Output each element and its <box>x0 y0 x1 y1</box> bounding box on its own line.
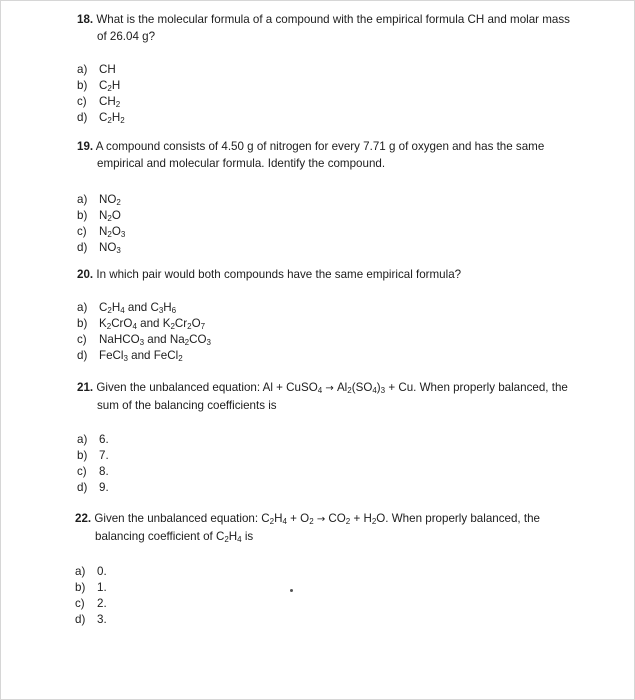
question-number: 22. <box>75 512 92 525</box>
option-letter: c) <box>77 95 87 108</box>
question-20-text <box>77 266 597 283</box>
option-letter: d) <box>77 111 88 124</box>
formula-part: N <box>99 225 108 238</box>
formula-subscript: 2 <box>347 386 352 395</box>
option[interactable] <box>75 564 575 580</box>
option-text: 8. <box>99 465 109 478</box>
option[interactable] <box>77 464 592 480</box>
formula-subscript: 2 <box>107 214 112 223</box>
formula-subscript: 2 <box>107 116 112 125</box>
options-20 <box>77 300 597 364</box>
formula-subscript: 2 <box>116 198 121 207</box>
question-body: What is the molecular formula of a compound with the empirical formula CH and molar mass of 26.04 g? <box>93 13 570 43</box>
question-21 <box>77 379 592 496</box>
option[interactable] <box>77 192 577 208</box>
formula-subscript: 3 <box>120 230 126 239</box>
option-letter: a) <box>77 63 88 76</box>
formula-part: NaHCO <box>99 333 140 346</box>
formula-part: + H <box>350 512 372 525</box>
option[interactable] <box>77 224 577 240</box>
question-body: Given the unbalanced equation: C <box>91 512 270 525</box>
option-text: 3. <box>97 613 107 626</box>
question-19-text <box>77 138 577 172</box>
formula-subscript: 3 <box>380 386 386 395</box>
formula-subscript: 4 <box>120 306 125 315</box>
option-letter: d) <box>77 349 88 362</box>
formula-subscript: 2 <box>371 517 377 526</box>
option[interactable] <box>77 480 592 496</box>
formula-part: (SO <box>351 381 373 394</box>
option-letter: d) <box>75 613 86 626</box>
option-text: 0. <box>97 565 107 578</box>
option-letter: a) <box>77 301 88 314</box>
option[interactable] <box>77 300 597 316</box>
formula-part: Al <box>336 381 348 394</box>
formula-subscript: 4 <box>282 517 287 526</box>
formula-subscript: 4 <box>237 535 242 544</box>
formula-subscript: 2 <box>178 354 183 363</box>
question-body: Given the unbalanced equation: Al + CuSO <box>93 381 318 394</box>
options-18 <box>77 62 577 126</box>
stray-mark <box>290 589 293 592</box>
formula-part: C <box>99 79 108 92</box>
option[interactable] <box>75 596 575 612</box>
formula-subscript: 4 <box>372 386 377 395</box>
option[interactable] <box>77 62 577 78</box>
formula-subscript: 2 <box>107 230 112 239</box>
question-21-text <box>77 379 592 414</box>
option[interactable] <box>75 580 575 596</box>
formula-subscript: 2 <box>106 322 112 331</box>
formula-part: and K <box>136 317 171 330</box>
option-letter: c) <box>75 597 85 610</box>
formula-part: H <box>111 79 121 92</box>
option-letter: c) <box>77 333 87 346</box>
reaction-arrow: → <box>322 383 337 394</box>
option[interactable] <box>77 208 577 224</box>
option-letter: b) <box>77 209 88 222</box>
formula-subscript: 3 <box>116 246 121 255</box>
formula-part: H <box>111 301 121 314</box>
question-number: 21. <box>77 381 94 394</box>
formula-subscript: 3 <box>139 338 145 347</box>
question-number: 19. <box>77 140 94 153</box>
question-body: In which pair would both compounds have the same empirical formula? <box>93 268 462 281</box>
option[interactable] <box>77 332 597 348</box>
question-19 <box>77 138 577 256</box>
option[interactable] <box>77 240 577 256</box>
formula-part: H <box>274 512 283 525</box>
formula-subscript: 4 <box>132 322 137 331</box>
formula-part: Cr <box>174 317 188 330</box>
formula-subscript: 2 <box>345 517 351 526</box>
option-letter: b) <box>75 581 86 594</box>
formula-subscript: 4 <box>317 386 323 395</box>
formula-part: O <box>111 209 121 222</box>
formula-part: NO <box>99 241 117 254</box>
option-letter: a) <box>75 565 86 578</box>
option-letter: b) <box>77 317 88 330</box>
formula-part: CrO <box>111 317 133 330</box>
options-22 <box>75 564 575 628</box>
option-text: 7. <box>99 449 109 462</box>
question-20 <box>77 266 597 364</box>
option-letter: c) <box>77 225 87 238</box>
formula-part: and Na <box>144 333 185 346</box>
option-text: CH <box>99 63 116 76</box>
option-letter: b) <box>77 79 88 92</box>
formula-part: FeCl <box>99 349 124 362</box>
formula-subscript: 2 <box>107 84 112 93</box>
option-letter: c) <box>77 465 87 478</box>
options-21 <box>77 432 592 496</box>
formula-subscript: 2 <box>187 322 192 331</box>
formula-part: H <box>228 530 238 543</box>
option-letter: b) <box>77 449 88 462</box>
formula-part: CH <box>99 95 116 108</box>
question-body: A compound consists of 4.50 g of nitrogen for every 7.71 g of oxygen and has the same empirical and molecular formula. Identify the compound. <box>93 140 545 170</box>
formula-part: CO <box>189 333 207 346</box>
formula-part: O <box>191 317 201 330</box>
option[interactable] <box>77 78 577 94</box>
formula-part: H <box>163 301 172 314</box>
option[interactable] <box>77 432 592 448</box>
formula-part: O <box>111 225 121 238</box>
option-letter: a) <box>77 433 88 446</box>
formula-subscript: 2 <box>269 517 275 526</box>
option[interactable] <box>77 110 577 126</box>
question-22-text <box>75 510 575 545</box>
formula-part: and C <box>124 301 159 314</box>
options-19 <box>77 192 577 256</box>
question-body: O. When properly balanced, the balancing coefficient of C <box>95 512 540 543</box>
question-body: is <box>241 530 254 543</box>
reaction-arrow: → <box>313 514 329 525</box>
option-letter: d) <box>77 481 88 494</box>
option[interactable] <box>77 316 597 332</box>
formula-subscript: 7 <box>200 322 206 331</box>
formula-part: K <box>99 317 107 330</box>
formula-subscript: 3 <box>123 354 128 363</box>
formula-subscript: 2 <box>170 322 175 331</box>
formula-part: + O <box>286 512 310 525</box>
option-text: 1. <box>97 581 107 594</box>
formula-subscript: 6 <box>171 306 177 315</box>
question-body: + Cu. When properly balanced, the sum of the balancing coefficients is <box>97 381 568 412</box>
formula-subscript: 2 <box>184 338 190 347</box>
formula-part: C <box>99 111 108 124</box>
formula-subscript: 2 <box>224 535 229 544</box>
formula-part: ) <box>376 381 381 394</box>
option-text: 6. <box>99 433 109 446</box>
formula-part: N <box>99 209 108 222</box>
formula-part: NO <box>99 193 117 206</box>
option-text: 2. <box>97 597 107 610</box>
formula-part: H <box>111 111 121 124</box>
formula-subscript: 3 <box>206 338 211 347</box>
formula-part: CO <box>328 512 346 525</box>
option-letter: a) <box>77 193 88 206</box>
question-18 <box>77 11 577 126</box>
option[interactable] <box>75 612 575 628</box>
question-18-text <box>77 11 577 45</box>
formula-subscript: 2 <box>309 517 314 526</box>
formula-part: and FeCl <box>127 349 179 362</box>
option[interactable] <box>77 94 577 110</box>
question-number: 20. <box>77 268 94 281</box>
question-number: 18. <box>77 13 94 26</box>
option[interactable] <box>77 448 592 464</box>
option[interactable] <box>77 348 597 364</box>
option-text: 9. <box>99 481 109 494</box>
formula-subscript: 2 <box>115 100 121 109</box>
formula-subscript: 2 <box>120 116 125 125</box>
option-letter: d) <box>77 241 88 254</box>
question-22 <box>75 510 575 628</box>
formula-subscript: 2 <box>107 306 112 315</box>
formula-subscript: 3 <box>158 306 164 315</box>
formula-part: C <box>99 301 108 314</box>
